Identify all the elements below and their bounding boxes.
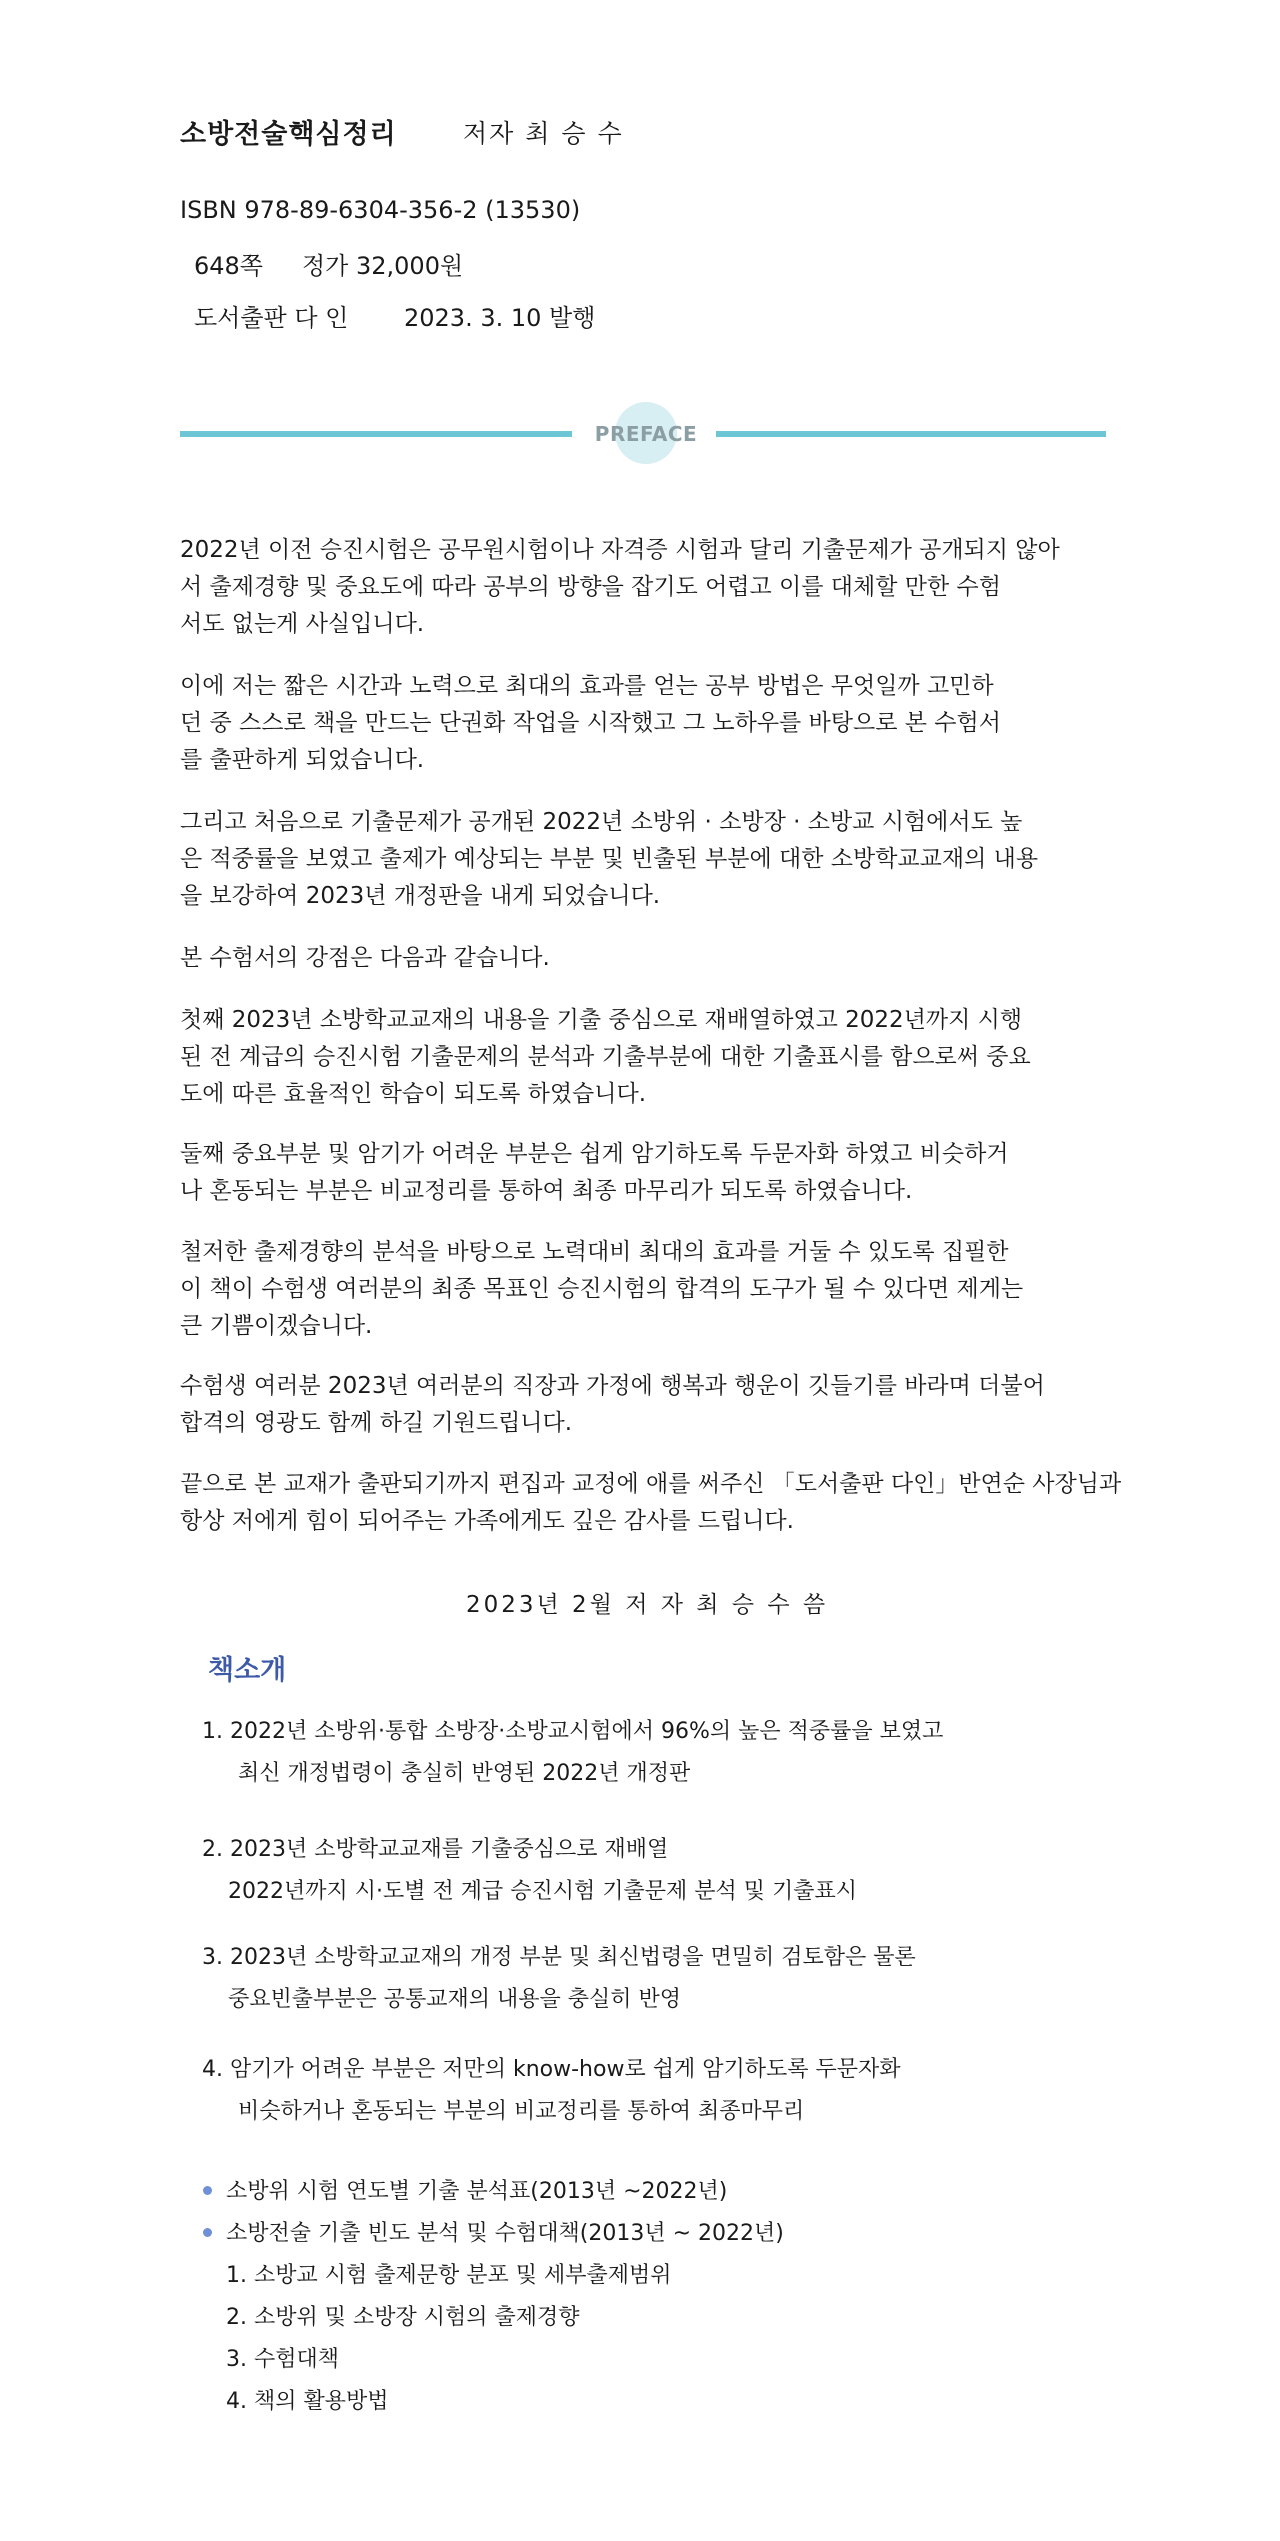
- sub-item: 2. 소방위 및 소방장 시험의 출제경향: [226, 2305, 580, 2330]
- page-count: 648쪽: [194, 252, 263, 280]
- intro-item-2-line-1: 2. 2023년 소방학교교재를 기출중심으로 재배열: [202, 1837, 669, 1862]
- preface-line: 둘째 중요부분 및 암기가 어려운 부분은 쉽게 암기하도록 두문자화 하였고 비슷하거: [180, 1141, 1009, 1167]
- publish-date: 2023. 3. 10 발행: [404, 304, 596, 332]
- preface-divider-right: [716, 431, 1106, 437]
- preface-line: 본 수험서의 강점은 다음과 같습니다.: [180, 945, 550, 971]
- sub-item: 3. 수험대책: [226, 2347, 339, 2372]
- sub-item: 4. 책의 활용방법: [226, 2389, 389, 2414]
- preface-label: PREFACE: [594, 422, 698, 446]
- intro-item-3-line-1: 3. 2023년 소방학교교재의 개정 부분 및 최신법령을 면밀히 검토함은 물론: [202, 1945, 916, 1970]
- preface-line: 된 전 계급의 승진시험 기출문제의 분석과 기출부분에 대한 기출표시를 함으로써 중요: [180, 1044, 1031, 1070]
- preface-paragraph: [180, 1368, 1106, 1442]
- preface-line: 큰 기쁨이겠습니다.: [180, 1313, 373, 1339]
- sub-item: 1. 소방교 시험 출제문항 분포 및 세부출제범위: [226, 2263, 672, 2288]
- bullet-dot: [203, 2228, 212, 2237]
- preface-line: 을 보강하여 2023년 개정판을 내게 되었습니다.: [180, 883, 661, 909]
- intro-item-1-line-2: 최신 개정법령이 충실히 반영된 2022년 개정판: [238, 1761, 691, 1786]
- book-title: 소방전술핵심정리: [180, 119, 397, 150]
- preface-line: 2022년 이전 승진시험은 공무원시험이나 자격증 시험과 달리 기출문제가 공개되지 않아: [180, 537, 1060, 563]
- preface-line: 합격의 영광도 함께 하길 기원드립니다.: [180, 1410, 573, 1436]
- preface-line: 나 혼동되는 부분은 비교정리를 통하여 최종 마무리가 되도록 하였습니다.: [180, 1178, 913, 1204]
- preface-line: 끝으로 본 교재가 출판되기까지 편집과 교정에 애를 써주신 「도서출판 다인」반연순 사장님과: [180, 1471, 1122, 1497]
- preface-line: 이에 저는 짧은 시간과 노력으로 최대의 효과를 얻는 공부 방법은 무엇일까 고민하: [180, 673, 994, 699]
- preface-paragraph: [180, 1234, 1106, 1345]
- preface-line: 이 책이 수험생 여러분의 최종 목표인 승진시험의 합격의 도구가 될 수 있다면 제게는: [180, 1276, 1024, 1302]
- intro-heading: 책소개: [208, 1655, 287, 1686]
- preface-line: 도에 따른 효율적인 학습이 되도록 하였습니다.: [180, 1081, 647, 1107]
- preface-paragraph: [180, 668, 1106, 779]
- preface-line: 를 출판하게 되었습니다.: [180, 747, 425, 773]
- preface-line: 항상 저에게 힘이 되어주는 가족에게도 깊은 감사를 드립니다.: [180, 1508, 794, 1534]
- preface-line: 첫째 2023년 소방학교교재의 내용을 기출 중심으로 재배열하였고 2022년까지 시행: [180, 1007, 1023, 1033]
- publisher: 도서출판 다 인: [194, 304, 349, 332]
- preface-paragraph: [180, 1002, 1106, 1113]
- intro-item-2-line-2: 2022년까지 시·도별 전 계급 승진시험 기출문제 분석 및 기출표시: [228, 1879, 857, 1904]
- bullet-item: 소방위 시험 연도별 기출 분석표(2013년 ~2022년): [226, 2179, 728, 2204]
- preface-line: 철저한 출제경향의 분석을 바탕으로 노력대비 최대의 효과를 거둘 수 있도록 집필한: [180, 1239, 1009, 1265]
- bullet-dot: [203, 2186, 212, 2195]
- isbn: ISBN 978-89-6304-356-2 (13530): [180, 196, 581, 224]
- preface-line: 서 출제경향 및 중요도에 따라 공부의 방향을 잡기도 어렵고 이를 대체할 만한 수험: [180, 574, 1001, 600]
- preface-paragraph: [180, 1466, 1122, 1540]
- preface-line: 서도 없는게 사실입니다.: [180, 611, 425, 637]
- preface-line: 수험생 여러분 2023년 여러분의 직장과 가정에 행복과 행운이 깃들기를 바라며 더불어: [180, 1373, 1045, 1399]
- book-author: 저자 최 승 수: [463, 119, 624, 148]
- preface-line: 은 적중률을 보였고 출제가 예상되는 부분 및 빈출된 부분에 대한 소방학교교재의 내용: [180, 846, 1039, 872]
- preface-paragraph: [180, 1136, 1106, 1210]
- intro-item-3-line-2: 중요빈출부분은 공통교재의 내용을 충실히 반영: [228, 1987, 682, 2012]
- intro-item-4-line-1: 4. 암기가 어려운 부분은 저만의 know-how로 쉽게 암기하도록 두문자화: [202, 2057, 901, 2082]
- preface-line: 그리고 처음으로 기출문제가 공개된 2022년 소방위 · 소방장 · 소방교 시험에서도 높: [180, 809, 1023, 835]
- preface-paragraph: [180, 804, 1106, 915]
- preface-signature: 2023년 2월 저 자 최 승 수 씀: [466, 1592, 829, 1618]
- price: 정가 32,000원: [302, 252, 464, 280]
- preface-paragraph: [180, 532, 1106, 643]
- intro-item-1-line-1: 1. 2022년 소방위·통합 소방장·소방교시험에서 96%의 높은 적중률을 보였고: [202, 1719, 944, 1744]
- preface-paragraph: [180, 940, 1106, 977]
- intro-item-4-line-2: 비슷하거나 혼동되는 부분의 비교정리를 통하여 최종마무리: [238, 2099, 805, 2124]
- preface-line: 던 중 스스로 책을 만드는 단권화 작업을 시작했고 그 노하우를 바탕으로 본 수험서: [180, 710, 1001, 736]
- bullet-item: 소방전술 기출 빈도 분석 및 수험대책(2013년 ~ 2022년): [226, 2221, 784, 2246]
- preface-divider-left: [180, 431, 572, 437]
